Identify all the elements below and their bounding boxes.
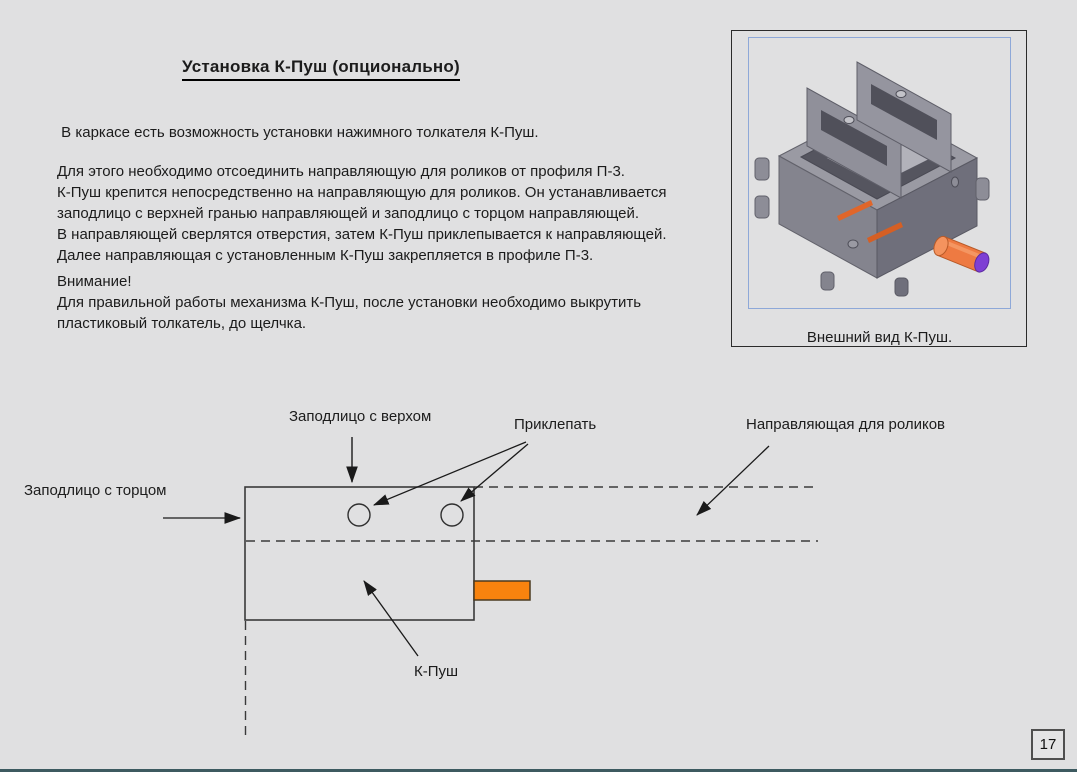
body-text-line: заподлицо с верхней гранью направляющей и заподлицо с торцом направляющей. [57,205,640,222]
arrow-kpush [364,581,418,656]
rivet-hole-right [441,504,463,526]
body-text-line: В направляющей сверлятся отверстия, затем К-Пуш приклепывается к направляющей. [57,226,667,243]
page-number-box [1031,729,1065,760]
label-rivet: Приклепать [514,416,597,433]
warning-text-line: Для правильной работы механизма К-Пуш, после установки необходимо выкрутить [57,294,642,311]
figure-frame [748,37,1011,346]
plastic-pusher [474,581,530,600]
pusher-cylinder [931,234,991,274]
body-text-line: Для этого необходимо отсоединить направляющую для роликов от профиля П-3. [57,163,625,180]
page-number: 17 [1039,736,1057,753]
figure-box [731,30,1027,347]
label-flush-top: Заподлицо с верхом [289,408,432,425]
label-flush-end: Заподлицо с торцом [24,482,167,499]
kpush-3d-image [749,38,1010,308]
label-kpush: К-Пуш [414,663,459,680]
label-rail: Направляющая для роликов [746,416,946,433]
kpush-outline [245,487,474,620]
arrow-rivet-left [374,442,526,505]
body-text-line: К-Пуш крепится непосредственно на направляющую для роликов. Он устанавливается [57,184,667,201]
body-intro-line: В каркасе есть возможность установки нажимного толкателя К-Пуш. [57,124,539,141]
arrow-rail [697,446,769,515]
warning-heading: Внимание! [57,273,132,290]
arrow-rivet-right [461,444,528,501]
rivet-hole-left [348,504,370,526]
diagram-svg [0,395,1077,760]
figure-caption: Внешний вид К-Пуш. [806,329,953,346]
warning-text-line: пластиковый толкатель, до щелчка. [57,315,307,332]
page-title: Установка К-Пуш (опционально) [182,57,460,81]
body-text-line: Далее направляющая с установленным К-Пуш закрепляется в профиле П-3. [57,247,594,264]
